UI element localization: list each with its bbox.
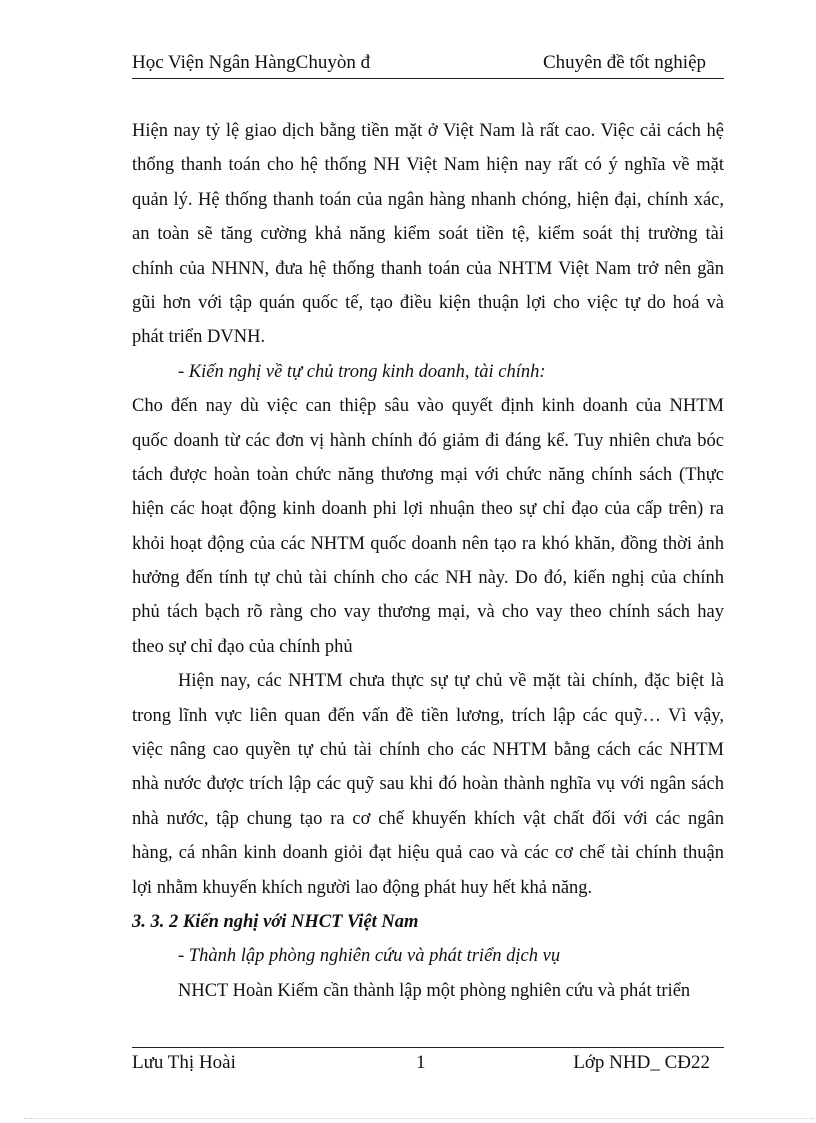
footer-page-number: 1 bbox=[416, 1052, 426, 1073]
header-institution: Học Viện Ngân HàngChuyòn đ bbox=[132, 52, 371, 73]
body-line: phủ tách bạch rõ ràng cho vay thương mại, và cho vay theo chính sách hay bbox=[132, 602, 724, 623]
body-line: trong lĩnh vực liên quan đến vấn đề tiền lương, trích lập các quỹ… Vì vậy, bbox=[132, 705, 724, 726]
body-line: hưởng đến tính tự chủ tài chính cho các NH này. Do đó, kiến nghị của chính bbox=[132, 568, 724, 589]
page-boundary bbox=[24, 1118, 814, 1119]
body-line: lợi nhằm khuyến khích người lao động phát huy hết khả năng. bbox=[132, 877, 593, 898]
document-body bbox=[132, 114, 724, 1008]
subheading-autonomy: - Kiến nghị về tự chủ trong kinh doanh, tài chính: bbox=[178, 361, 546, 382]
body-line: Hiện nay tỷ lệ giao dịch bằng tiền mặt ở Việt Nam là rất cao. Việc cải cách hệ bbox=[132, 121, 724, 141]
page-footer bbox=[132, 1047, 724, 1078]
body-line: Cho đến nay dù việc can thiệp sâu vào quyết định kinh doanh của NHTM bbox=[132, 396, 724, 417]
body-line: NHCT Hoàn Kiếm cần thành lập một phòng nghiên cứu và phát triển bbox=[178, 980, 691, 1001]
body-line: tách được hoàn toàn chức năng thương mại với chức năng chính sách (Thực bbox=[132, 464, 724, 485]
body-line: quốc doanh từ các đơn vị hành chính đó giảm đi đáng kể. Tuy nhiên chưa bóc bbox=[132, 430, 724, 451]
body-line: chính của NHNN, đưa hệ thống thanh toán của NHTM Việt Nam trở nên gần bbox=[132, 258, 724, 279]
body-line: an toàn sẽ tăng cường khả năng kiểm soát tiền tệ, kiểm soát thị trường tài bbox=[132, 224, 724, 245]
header-document-type: Chuyên đề tốt nghiệp bbox=[542, 52, 706, 73]
body-line: khỏi hoạt động của các NHTM quốc doanh nên tạo ra khó khăn, đồng thời ảnh bbox=[132, 533, 724, 554]
body-line: việc nâng cao quyền tự chủ tài chính cho các NHTM bằng cách các NHTM bbox=[132, 740, 724, 761]
body-line: nhà nước được trích lập các quỹ sau khi đó hoàn thành nghĩa vụ với ngân sách bbox=[132, 774, 724, 795]
footer-author: Lưu Thị Hoài bbox=[132, 1052, 236, 1073]
body-line: Hiện nay, các NHTM chưa thực sự tự chủ về mặt tài chính, đặc biệt là bbox=[178, 671, 724, 692]
body-line: hiện các hoạt động kinh doanh phi lợi nhuận theo sự chỉ đạo của cấp trên) ra bbox=[132, 499, 724, 520]
page-header bbox=[132, 48, 724, 79]
section-heading: 3. 3. 2 Kiến nghị với NHCT Việt Nam bbox=[132, 911, 419, 932]
footer-class: Lớp NHD_ CĐ22 bbox=[573, 1052, 710, 1073]
body-line: gũi hơn với tập quán quốc tế, tạo điều kiện thuận lợi cho việc tự do hoá và bbox=[132, 292, 724, 313]
body-line: thống thanh toán cho hệ thống NH Việt Nam hiện nay rất có ý nghĩa về mặt bbox=[132, 155, 724, 176]
body-line: theo sự chỉ đạo của chính phủ bbox=[132, 636, 353, 657]
body-line: nhà nước, tập chung tạo ra cơ chế khuyến khích vật chất đối với các ngân bbox=[132, 808, 724, 829]
subheading-research-department: - Thành lập phòng nghiên cứu và phát triển dịch vụ bbox=[178, 946, 561, 967]
body-line: phát triển DVNH. bbox=[132, 327, 266, 348]
body-line: hàng, cá nhân kinh doanh giỏi đạt hiệu quả cao và các cơ chế tài chính thuận bbox=[132, 843, 724, 864]
body-line: quản lý. Hệ thống thanh toán của ngân hàng nhanh chóng, hiện đại, chính xác, bbox=[132, 189, 724, 210]
